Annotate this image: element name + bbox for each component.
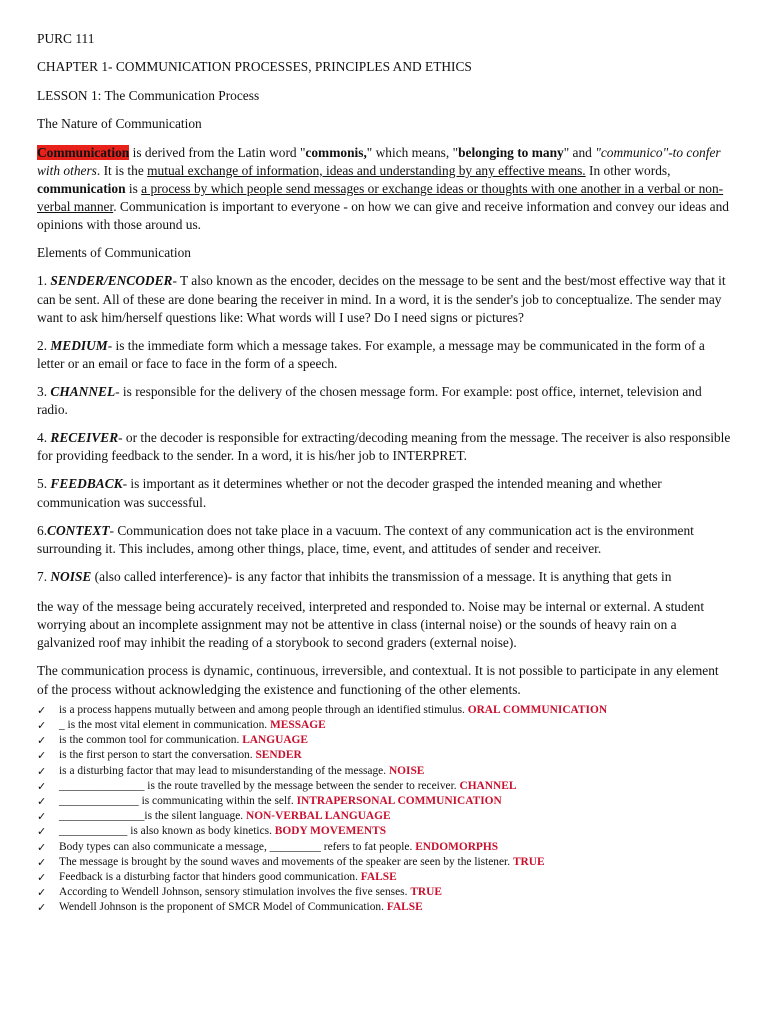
element-item [37,383,733,419]
intro-text: " which means, " [366,144,459,160]
element-number: 6. [37,522,48,538]
intro-bold: belonging to many [458,144,564,160]
checklist-answer: FALSE [360,871,397,884]
checkmark-icon: ✓ [37,734,47,748]
element-term: FEEDBACK [50,476,123,492]
noise-continued-paragraph: the way of the message being accurately received, interpreted and responded to. Noise may be internal or external. A student worrying about an incomplete assignment may not be attentive in class (internal noise) or the sounds of heavy rain on a galvanized roof may inhibit the reading of a storybook to second graders (external noise). [37,599,705,651]
checklist-item [37,764,733,779]
intro-text: is [125,180,142,196]
checklist-text: _______________ is the route travelled by the message between the sender to receiver. [59,779,457,792]
checklist-text: The message is brought by the sound waves and movements of the speaker are seen by the listener. [59,855,511,868]
checklist-answer: NOISE [388,764,425,777]
process-paragraph: The communication process is dynamic, continuous, irreversible, and contextual. It is not possible to participate in any element of the process without acknowledging the existence and functioning of the other elements. [37,663,719,697]
checklist-answer: ORAL COMMUNICATION [467,703,608,716]
checkmark-icon: ✓ [37,855,47,869]
element-item [37,568,733,586]
checklist-item [37,779,733,794]
element-item [37,429,733,465]
element-number: 4. [37,430,51,446]
checklist-answer: ENDOMORPHS [415,840,499,853]
element-text: - Communication does not take place in a vacuum. The context of any communication act is the environment surrounding it. This includes, among other things, place, time, event, and attitudes of sender and receiver. [37,522,694,556]
checkmark-icon: ✓ [37,901,47,915]
element-term: CONTEXT [47,522,110,538]
checkmark-icon: ✓ [37,749,47,763]
checklist-text: is the common tool for communication. [59,734,240,747]
element-term: CHANNEL [50,383,116,399]
checklist-answer: FALSE [386,901,423,914]
element-term: SENDER/ENCODER [50,273,173,289]
checklist-item [37,824,733,839]
element-text: - is responsible for the delivery of the chosen message form. For example: post office, internet, television and radio. [37,383,702,418]
checklist-item [37,794,733,809]
checklist-text: is a disturbing factor that may lead to misunderstanding of the message. [59,764,387,777]
checklist-item [37,855,733,870]
checklist-item [37,733,733,748]
intro-text: . Communication is important to everyone - on how we can give and receive information and convey our ideas and opinions with those around us. [37,199,730,233]
checkmark-icon: ✓ [37,703,47,717]
course-code: PURC 111 [37,31,95,46]
checklist-answer: MESSAGE [270,719,326,732]
checklist-text: _______________is the silent language. [59,810,244,823]
checklist-text: Feedback is a disturbing factor that hinders good communication. [59,871,358,884]
checklist-text: is a process happens mutually between and among people through an identified stimulus. [59,703,465,716]
element-term: NOISE [50,568,92,584]
intro-text: . It is the [96,162,148,178]
element-number: 5. [37,476,51,492]
intro-text: In other words, [585,162,671,178]
checklist-answer: BODY MOVEMENTS [274,825,387,838]
element-item [37,272,733,327]
checklist-text: ______________ is communicating within the self. [59,795,294,808]
element-number: 3. [37,383,51,399]
element-text: - is the immediate form which a message takes. For example, a message may be communicated in the form of a letter or an email or face to face in the form of a speech. [37,337,705,371]
element-term: MEDIUM [50,337,108,353]
intro-italic: "communico"-to confer with others [37,144,721,178]
checklist-answer: CHANNEL [459,779,517,792]
intro-paragraph [37,144,733,235]
lesson-title: LESSON 1: The Communication Process [37,87,260,103]
chapter-title: CHAPTER 1- COMMUNICATION PROCESSES, PRINCIPLES AND ETHICS [37,59,472,75]
checkmark-icon: ✓ [37,810,47,824]
checklist-answer: TRUE [410,886,442,899]
checklist-item [37,748,733,763]
checklist [37,703,733,916]
intro-bold: commonis, [305,144,367,160]
checklist-text: Body types can also communicate a message, _________ refers to fat people. [59,840,413,853]
checklist-text: _ is the most vital element in communication. [59,719,268,732]
section-heading-nature: The Nature of Communication [37,116,202,132]
intro-underlined: mutual exchange of information, ideas and understanding by any effective means. [147,162,586,178]
intro-bold: communication [37,180,126,196]
checklist-item [37,870,733,885]
intro-underlined: a process by which people send messages or exchange ideas or thoughts with one another in a verbal or non-verbal manner [37,180,724,215]
intro-text: " and [563,144,596,160]
element-number: 2. [37,337,51,353]
checklist-item [37,900,733,915]
checkmark-icon: ✓ [37,825,47,839]
checklist-item [37,885,733,900]
checklist-answer: LANGUAGE [242,734,309,747]
checklist-answer: NON-VERBAL LANGUAGE [245,810,391,823]
checkmark-icon: ✓ [37,795,47,809]
checklist-answer: SENDER [255,749,302,762]
checklist-text: Wendell Johnson is the proponent of SMCR Model of Communication. [59,901,384,914]
checkmark-icon: ✓ [37,719,47,733]
element-text: (also called interference)- is any factor that inhibits the transmission of a message. It is anything that gets in [91,568,672,584]
element-term: RECEIVER [50,430,119,446]
checkmark-icon: ✓ [37,779,47,793]
checkmark-icon: ✓ [37,764,47,778]
checklist-answer: TRUE [512,855,545,868]
checkmark-icon: ✓ [37,840,47,854]
checklist-text: According to Wendell Johnson, sensory stimulation involves the five senses. [59,886,408,899]
checkmark-icon: ✓ [37,886,47,900]
section-heading-elements: Elements of Communication [37,245,191,261]
checklist-answer: INTRAPERSONAL COMMUNICATION [296,795,502,808]
element-text: - or the decoder is responsible for extracting/decoding meaning from the message. The receiver is also responsible for providing feedback to the sender. In a word, it is his/her job to INTERPRET. [37,430,731,464]
document-page [37,30,733,916]
element-item [37,337,733,373]
checklist-item [37,809,733,824]
checklist-text: is the first person to start the conversation. [59,749,253,762]
checklist-item [37,718,733,733]
checklist-item [37,840,733,855]
element-number: 7. [37,568,51,584]
element-text: - is important as it determines whether or not the decoder grasped the intended meaning and whether communication was successful. [37,476,662,510]
checklist-item [37,703,733,718]
checklist-text: ____________ is also known as body kinetics. [59,825,272,838]
element-item [37,522,733,558]
element-text: - T also known as the encoder, decides on the message to be sent and the best/most effective way that it can be sent. All of these are done bearing the receiver in mind. In a word, it is the sender's job to conceptualize. The sender may want to ask him/herself questions like: What words will I use? Do I need signs or pictures? [37,273,726,325]
element-number: 1. [37,273,51,289]
highlighted-term: Communication [37,144,130,160]
checkmark-icon: ✓ [37,871,47,885]
element-item [37,475,733,511]
intro-text: is derived from the Latin word " [129,144,306,160]
